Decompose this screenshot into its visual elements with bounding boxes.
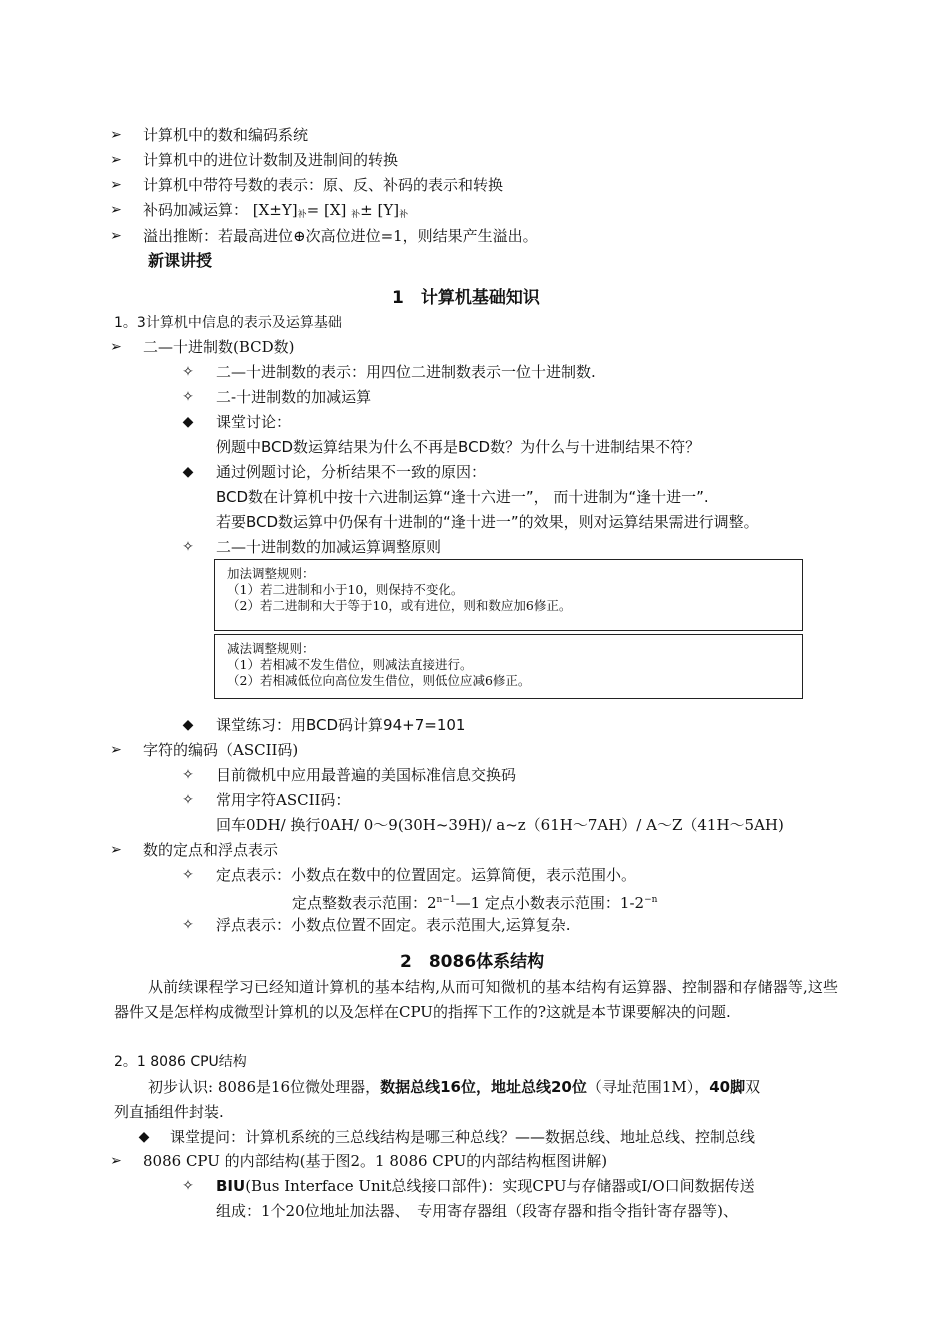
bcd-heading: 二—十进制数(BCD数) bbox=[143, 338, 295, 356]
arrow-bullet-icon: ➢ bbox=[110, 127, 122, 143]
arrow-bullet-icon: ➢ bbox=[110, 202, 122, 218]
cpu-cognition-line: 初步认识: 8086是16位微处理器，数据总线16位，地址总线20位（寻址范围1M），40脚双 bbox=[148, 1078, 761, 1096]
subtraction-rules-box bbox=[214, 634, 803, 699]
addition-rule-1: （1）若二进制和小于10，则保持不变化。 bbox=[227, 582, 464, 597]
diamond-bullet-icon: ◆ bbox=[182, 414, 194, 430]
review-item-complement: 补码加减运算： $[X\pm Y]_补= [X]$ $_补\pm [Y]_补$ bbox=[143, 201, 409, 220]
discussion-text: 例题中BCD数运算结果为什么不再是BCD数？为什么与十进制结果不符？ bbox=[216, 438, 701, 456]
subtraction-rule-1: （1）若相减不发生借位，则减法直接进行。 bbox=[227, 657, 473, 672]
ascii-item-1: 目前微机中应用最普遍的美国标准信息交换码 bbox=[216, 766, 517, 784]
fixed-point-range: 定点整数表示范围：$2^{n-1}—1$ 定点小数表示范围：$1-2^{-n}$ bbox=[292, 894, 658, 912]
review-item-2: 计算机中的进位计数制及进制间的转换 bbox=[143, 151, 399, 169]
arrow-bullet-icon: ➢ bbox=[110, 177, 122, 193]
arrow-bullet-icon: ➢ bbox=[110, 228, 122, 244]
subtraction-rule-2: （2）若相减低位向高位发生借位，则低位应减6修正。 bbox=[227, 673, 531, 688]
bcd-item-3: 二—十进制数的加减运算调整原则 bbox=[216, 538, 442, 556]
ascii-item-2: 常用字符ASCII码： bbox=[216, 791, 351, 809]
addition-rule-2: （2）若二进制和大于等于10，或有进位，则和数应加6修正。 bbox=[227, 598, 572, 613]
star-bullet-icon: ✧ bbox=[182, 917, 194, 933]
star-bullet-icon: ✧ bbox=[182, 539, 194, 555]
diamond-bullet-icon: ◆ bbox=[182, 717, 194, 733]
subtraction-rules-title: 减法调整规则： bbox=[227, 641, 315, 656]
diamond-bullet-icon: ◆ bbox=[182, 464, 194, 480]
internal-structure-heading: 8086 CPU 的内部结构(基于图2。1 8086 CPU的内部结构框图讲解) bbox=[143, 1152, 608, 1170]
fixed-float-heading: 数的定点和浮点表示 bbox=[143, 841, 279, 859]
addition-rules-title: 加法调整规则： bbox=[227, 566, 315, 581]
section-2-title: 2 8086体系结构 bbox=[400, 952, 545, 972]
star-bullet-icon: ✧ bbox=[182, 364, 194, 380]
cpu-cognition-line-2: 列直插组件封装. bbox=[114, 1103, 224, 1121]
star-bullet-icon: ✧ bbox=[182, 792, 194, 808]
fixed-point-item: 定点表示：小数点在数中的位置固定。运算简便，表示范围小。 bbox=[216, 866, 637, 884]
addition-rules-box bbox=[214, 559, 803, 631]
review-item-3: 计算机中带符号数的表示：原、反、补码的表示和转换 bbox=[143, 176, 504, 194]
floating-point-item: 浮点表示：小数点位置不固定。表示范围大,运算复杂. bbox=[216, 916, 571, 934]
class-question: 课堂提问：计算机系统的三总线结构是哪三种总线？——数据总线、地址总线、控制总线 bbox=[170, 1128, 756, 1146]
star-bullet-icon: ✧ bbox=[182, 767, 194, 783]
subsection-2-1: 2。1 8086 CPU结构 bbox=[114, 1054, 247, 1070]
diamond-bullet-icon: ◆ bbox=[138, 1129, 150, 1145]
ascii-heading: 字符的编码（ASCII码) bbox=[143, 741, 299, 759]
review-item-4: 溢出推断：若最高进位⊕次高位进位=1，则结果产生溢出。 bbox=[143, 227, 538, 245]
subsection-1-3: 1。3计算机中信息的表示及运算基础 bbox=[114, 315, 342, 331]
practice-text: 课堂练习：用BCD码计算94+7=101 bbox=[216, 716, 466, 734]
section-1-title: 1 计算机基础知识 bbox=[392, 288, 540, 308]
biu-composition: 组成：1个20位地址加法器、 专用寄存器组（段寄存器和指令指针寄存器等)、 bbox=[216, 1202, 738, 1220]
analysis-heading: 通过例题讨论，分析结果不一致的原因： bbox=[216, 463, 487, 481]
arrow-bullet-icon: ➢ bbox=[110, 742, 122, 758]
analysis-line-1: BCD数在计算机中按十六进制运算“逢十六进一”， 而十进制为“逢十进一”. bbox=[216, 488, 709, 506]
biu-item: BIU(Bus Interface Unit总线接口部件)：实现CPU与存储器或I/O口间数据传送 bbox=[216, 1177, 755, 1195]
star-bullet-icon: ✧ bbox=[182, 867, 194, 883]
ascii-codes-line: 回车0DH/ 换行0AH/ 0～9(30H~39H)/ a~z（61H～7AH）/ A～Z（41H～5AH) bbox=[216, 816, 784, 834]
review-item-1: 计算机中的数和编码系统 bbox=[143, 126, 309, 144]
arrow-bullet-icon: ➢ bbox=[110, 339, 122, 355]
arrow-bullet-icon: ➢ bbox=[110, 152, 122, 168]
star-bullet-icon: ✧ bbox=[182, 389, 194, 405]
arrow-bullet-icon: ➢ bbox=[110, 1153, 122, 1169]
new-lesson-heading: 新课讲授 bbox=[148, 251, 213, 270]
bcd-item-1: 二—十进制数的表示：用四位二进制数表示一位十进制数. bbox=[216, 363, 596, 381]
analysis-line-2: 若要BCD数运算中仍保有十进制的“逢十进一”的效果，则对运算结果需进行调整。 bbox=[216, 513, 759, 531]
section-2-intro: 从前续课程学习已经知道计算机的基本结构,从而可知微机的基本结构有运算器、控制器和存储器等,这些器件又是怎样构成微型计算机的以及怎样在CPU的指挥下工作的?这就是本节课要解决的问题. bbox=[114, 978, 838, 1021]
discussion-heading: 课堂讨论： bbox=[216, 413, 292, 431]
arrow-bullet-icon: ➢ bbox=[110, 842, 122, 858]
star-bullet-icon: ✧ bbox=[182, 1178, 194, 1194]
bcd-item-2: 二-十进制数的加减运算 bbox=[216, 388, 372, 406]
